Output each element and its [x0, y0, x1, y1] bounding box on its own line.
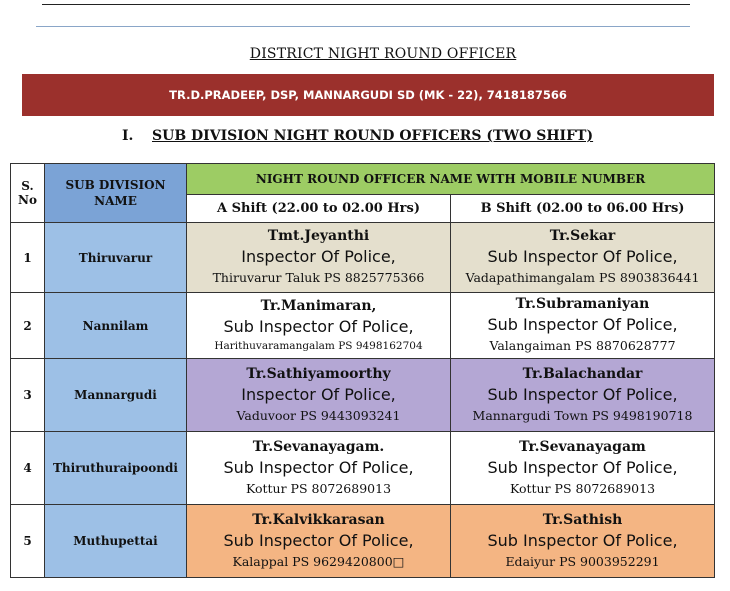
section-heading: [122, 128, 593, 144]
row-sub-division: Thiruthuraipoondi: [45, 432, 187, 505]
table-row: [11, 505, 715, 578]
a-shift-cell: [187, 505, 451, 578]
row-sub-division: Muthupettai: [45, 505, 187, 578]
row-sno: 5: [11, 505, 45, 578]
officer-name: Tr.Sevanayagam.: [252, 438, 385, 455]
officer-rank: Sub Inspector Of Police,: [487, 384, 678, 404]
a-shift-cell: [187, 432, 451, 505]
table-row: [11, 359, 715, 432]
night-round-table: [10, 163, 715, 578]
table-row: [11, 293, 715, 359]
top-rule: [42, 4, 690, 5]
top-rule-blue: [36, 26, 690, 27]
officer-station: Vaduvoor PS 9443093241: [236, 407, 401, 423]
table-row: [11, 223, 715, 293]
officer-rank: Sub Inspector Of Police,: [487, 530, 678, 550]
header-sub-division: [45, 164, 187, 223]
district-officer-banner: TR.D.PRADEEP, DSP, MANNARGUDI SD (MK - 22), 7418187566: [22, 74, 714, 116]
b-shift-cell: [451, 293, 715, 359]
officer-name: Tr.Manimaran,: [260, 298, 377, 314]
officer-station: Mannargudi Town PS 9498190718: [472, 407, 693, 423]
b-shift-cell: [451, 223, 715, 293]
officer-rank: Sub Inspector Of Police,: [223, 530, 414, 550]
officer-name: Tr.Sevanayagam: [519, 438, 646, 455]
officer-station: Kottur PS 8072689013: [509, 480, 656, 496]
officer-name: Tr.Kalvikkarasan: [252, 511, 385, 528]
officer-station: Kalappal PS 9629420800□: [232, 553, 405, 569]
officer-station: Harithuvaramangalam PS 9498162704: [214, 340, 423, 352]
row-sub-division: Nannilam: [45, 293, 187, 359]
row-sno: 1: [11, 223, 45, 293]
officer-name: Tr.Sekar: [549, 228, 616, 244]
officer-station: Kottur PS 8072689013: [245, 480, 392, 496]
officer-rank: Sub Inspector Of Police,: [223, 317, 414, 336]
officer-rank: Inspector Of Police,: [241, 247, 396, 266]
a-shift-cell: [187, 293, 451, 359]
section-title: SUB DIVISION NIGHT ROUND OFFICERS (TWO SHIFT): [152, 128, 594, 144]
officer-rank: Inspector Of Police,: [241, 384, 396, 404]
officer-station: Vadapathimangalam PS 8903836441: [465, 270, 700, 285]
officer-name: Tr.Sathiyamoorthy: [246, 365, 391, 382]
b-shift-cell: [451, 359, 715, 432]
header-sub-division-label: SUB DIVISION NAME: [65, 178, 166, 208]
officer-rank: Sub Inspector Of Police,: [487, 247, 678, 266]
officer-station: Thiruvarur Taluk PS 8825775366: [212, 270, 425, 285]
officer-rank: Sub Inspector Of Police,: [487, 315, 678, 334]
officer-name: Tr.Subramaniyan: [515, 296, 650, 312]
officer-rank: Sub Inspector Of Police,: [223, 457, 414, 477]
row-sno: 4: [11, 432, 45, 505]
header-sno: S. No: [11, 164, 45, 223]
table-row: [11, 432, 715, 505]
header-night-round: NIGHT ROUND OFFICER NAME WITH MOBILE NUMBER: [187, 164, 715, 195]
officer-station: Edaiyur PS 9003952291: [505, 553, 660, 569]
officer-name: Tmt.Jeyanthi: [267, 228, 370, 244]
a-shift-cell: [187, 223, 451, 293]
officer-rank: Sub Inspector Of Police,: [487, 457, 678, 477]
row-sno: 3: [11, 359, 45, 432]
header-b-shift: B Shift (02.00 to 06.00 Hrs): [451, 195, 715, 223]
a-shift-cell: [187, 359, 451, 432]
b-shift-cell: [451, 505, 715, 578]
officer-station: Valangaiman PS 8870628777: [489, 338, 676, 353]
officer-name: Tr.Sathish: [542, 511, 623, 528]
section-number: I.: [122, 128, 134, 144]
officer-name: Tr.Balachandar: [522, 365, 643, 382]
b-shift-cell: [451, 432, 715, 505]
row-sub-division: Thiruvarur: [45, 223, 187, 293]
row-sno: 2: [11, 293, 45, 359]
district-title: DISTRICT NIGHT ROUND OFFICER: [249, 46, 517, 62]
row-sub-division: Mannargudi: [45, 359, 187, 432]
header-a-shift: A Shift (22.00 to 02.00 Hrs): [187, 195, 451, 223]
